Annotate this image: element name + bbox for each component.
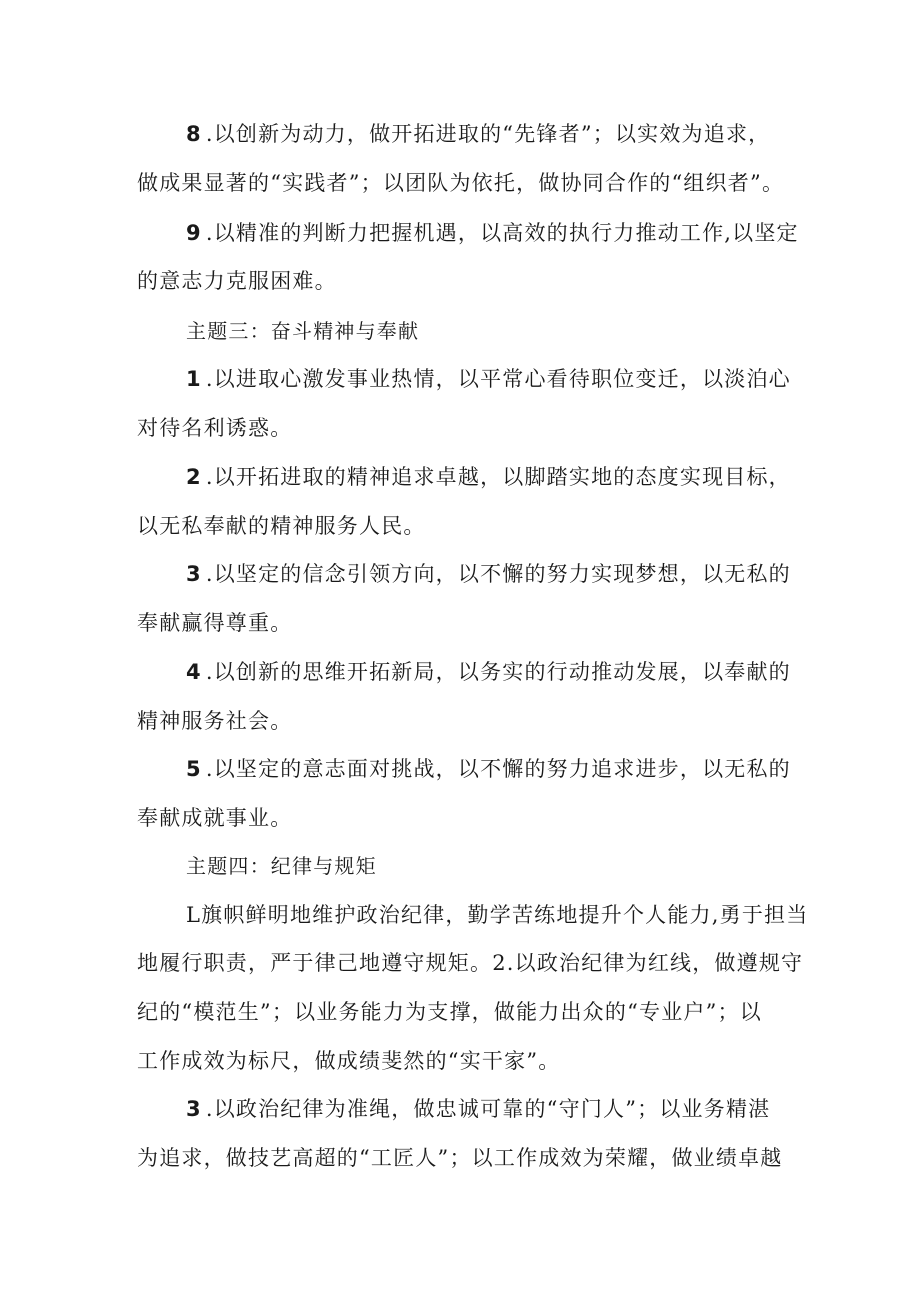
theme-3-item-3-number: 3: [186, 562, 202, 586]
theme-4-para-line-2: 地履行职责，严于律己地遵守规矩。2.以政治纪律为红线，做遵规守: [137, 951, 804, 975]
theme-4-para-line-1: L旗帜鲜明地维护政治纪律，勤学苦练地提升个人能力,勇于担当: [186, 903, 809, 927]
theme-3-item-2-number: 2: [186, 465, 202, 489]
item-8-line-2: 做成果显著的“实践者”；以团队为依托，做协同合作的“组织者”。: [137, 171, 785, 195]
theme-3-heading: 主题三：奋斗精神与奉献: [186, 319, 420, 343]
item-9-line-1: 9 .以精准的判断力把握机遇，以高效的执行力推动工作,以坚定: [186, 221, 799, 245]
theme-3-item-5-line-2: 奉献成就事业。: [137, 806, 293, 830]
theme-3-item-4-line-2: 精神服务社会。: [137, 709, 293, 733]
theme-4-item-3-number: 3: [186, 1097, 202, 1121]
theme-4-item-3-line-2: 为追求，做技艺高超的“工匠人”；以工作成效为荣耀，做业绩卓越: [137, 1146, 783, 1170]
item-8-line-1: 8 .以创新为动力，做开拓进取的“先锋者”；以实效为追求，: [186, 122, 771, 146]
item-9-number: 9: [186, 221, 202, 245]
theme-3-item-1-line-1: 1 .以进取心激发事业热情，以平常心看待职位变迁，以淡泊心: [186, 367, 791, 391]
theme-4-para-line-3: 纪的“模范生”；以业务能力为支撑，做能力出众的“专业户”；以: [137, 1000, 762, 1024]
theme-3-item-2-line-2: 以无私奉献的精神服务人民。: [137, 514, 426, 538]
theme-3-item-3-line-1: 3 .以坚定的信念引领方向，以不懈的努力实现梦想，以无私的: [186, 562, 791, 586]
theme-3-item-4-line-1: 4 .以创新的思维开拓新局，以务实的行动推动发展，以奉献的: [186, 660, 791, 684]
theme-4-para-line-4: 工作成效为标尺，做成绩斐然的“实干家”。: [137, 1049, 561, 1073]
theme-3-item-2-line-1: 2 .以开拓进取的精神追求卓越，以脚踏实地的态度实现目标，: [186, 465, 791, 489]
item-9-line-2: 的意志力克服困难。: [137, 269, 337, 293]
item-8-number: 8: [186, 122, 202, 146]
theme-3-item-3-line-2: 奉献赢得尊重。: [137, 611, 293, 635]
theme-3-item-5-line-1: 5 .以坚定的意志面对挑战，以不懈的努力追求进步，以无私的: [186, 757, 791, 781]
theme-3-item-1-line-2: 对待名利诱惑。: [137, 416, 293, 440]
theme-3-item-1-number: 1: [186, 367, 202, 391]
theme-4-item-3-line-1: 3 .以政治纪律为准绳，做忠诚可靠的“守门人”；以业务精湛: [186, 1097, 771, 1121]
theme-3-item-4-number: 4: [186, 660, 202, 684]
theme-3-item-5-number: 5: [186, 757, 202, 781]
theme-4-heading: 主题四：纪律与规矩: [186, 854, 377, 878]
